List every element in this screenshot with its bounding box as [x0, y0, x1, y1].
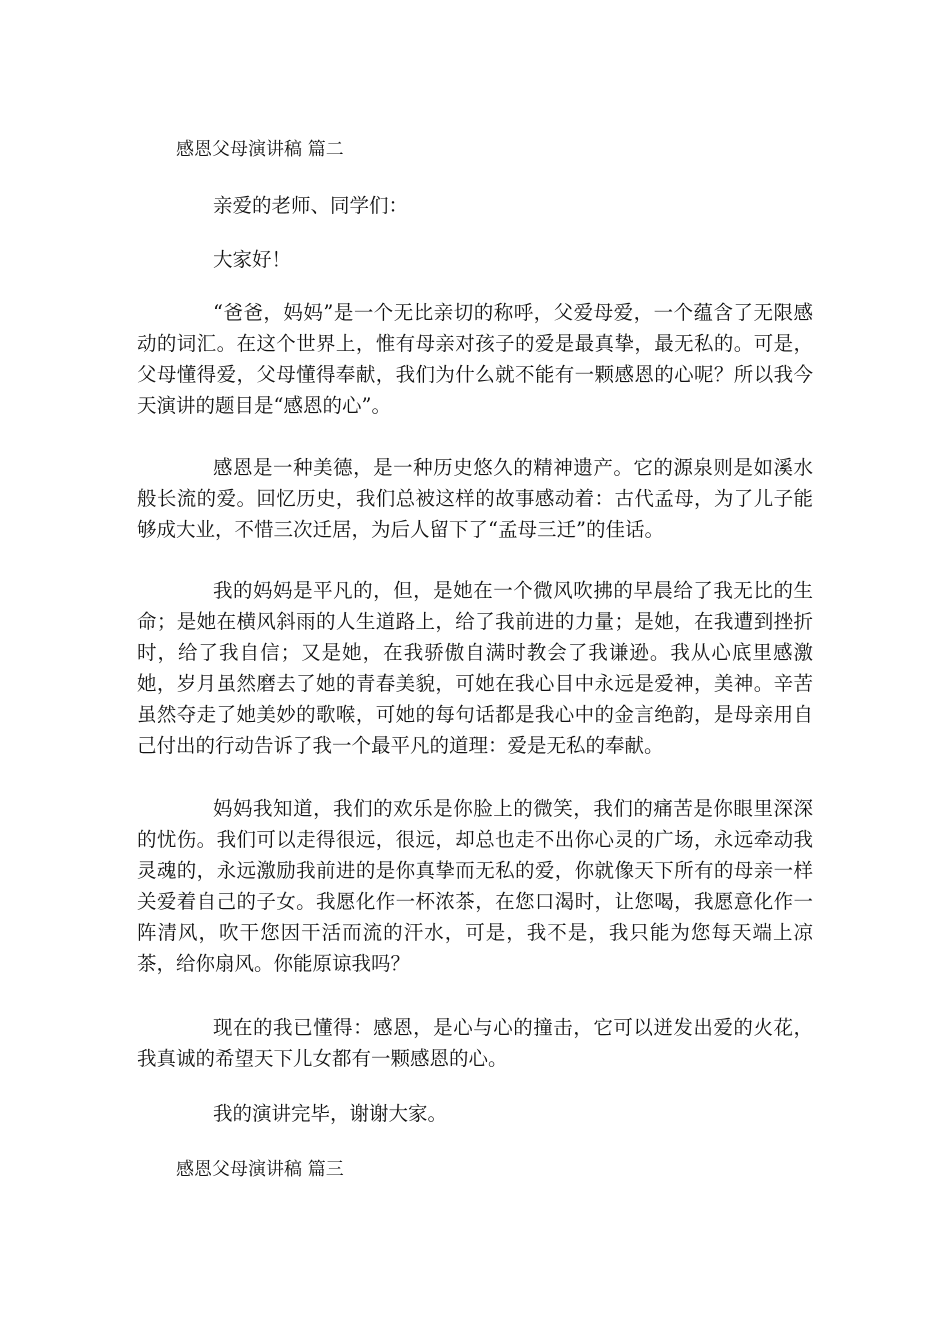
paragraph-closing: 我的演讲完毕，谢谢大家。	[213, 1102, 448, 1125]
paragraph-parents-love: “爸爸，妈妈”是一个无比亲切的称呼，父爱母爱，一个蕴含了无限感动的词汇。在这个世界上，惟有母亲对孩子的爱是最真挚，最无私的。可是，父母懂得爱，父母懂得奉献，我们为什么就不能有一颗感恩的心呢？所以我今天演讲的题目是“感恩的心”。	[137, 301, 813, 417]
section-heading-two: 感恩父母演讲稿 篇二	[176, 139, 344, 160]
paragraph-gratitude-virtue: 感恩是一种美德，是一种历史悠久的精神遗产。它的源泉则是如溪水般长流的爱。回忆历史，我们总被这样的故事感动着：古代孟母，为了儿子能够成大业，不惜三次迁居，为后人留下了“孟母三迁”的佳话。	[137, 456, 813, 541]
paragraph-now-i-understand: 现在的我已懂得：感恩，是心与心的撞击，它可以迸发出爱的火花，我真诚的希望天下儿女都有一颗感恩的心。	[137, 1016, 813, 1070]
section-heading-three: 感恩父母演讲稿 篇三	[176, 1159, 344, 1180]
greeting-line: 亲爱的老师、同学们：	[213, 194, 409, 217]
hello-line: 大家好！	[213, 248, 292, 271]
paragraph-mother-i-know: 妈妈我知道，我们的欢乐是你脸上的微笑，我们的痛苦是你眼里深深的忧伤。我们可以走得很远，很远，却总也走不出你心灵的广场，永远牵动我灵魂的，永远激励我前进的是你真挚而无私的爱，你就像天下所有的母亲一样关爱着自己的子女。我愿化作一杯浓茶，在您口渴时，让您喝，我愿意化作一阵清风，吹干您因干活而流的汗水，可是，我不是，我只能为您每天端上凉茶，给你扇风。你能原谅我吗？	[137, 797, 813, 975]
paragraph-my-mother: 我的妈妈是平凡的，但，是她在一个微风吹拂的早晨给了我无比的生命；是她在横风斜雨的人生道路上，给了我前进的力量；是她，在我遭到挫折时，给了我自信；又是她，在我骄傲自满时教会了我谦逊。我从心底里感激她，岁月虽然磨去了她的青春美貌，可她在我心目中永远是爱神，美神。辛苦虽然夺走了她美妙的歌喉，可她的每句话都是我心中的金言绝韵，是母亲用自己付出的行动告诉了我一个最平凡的道理：爱是无私的奉献。	[137, 579, 813, 757]
